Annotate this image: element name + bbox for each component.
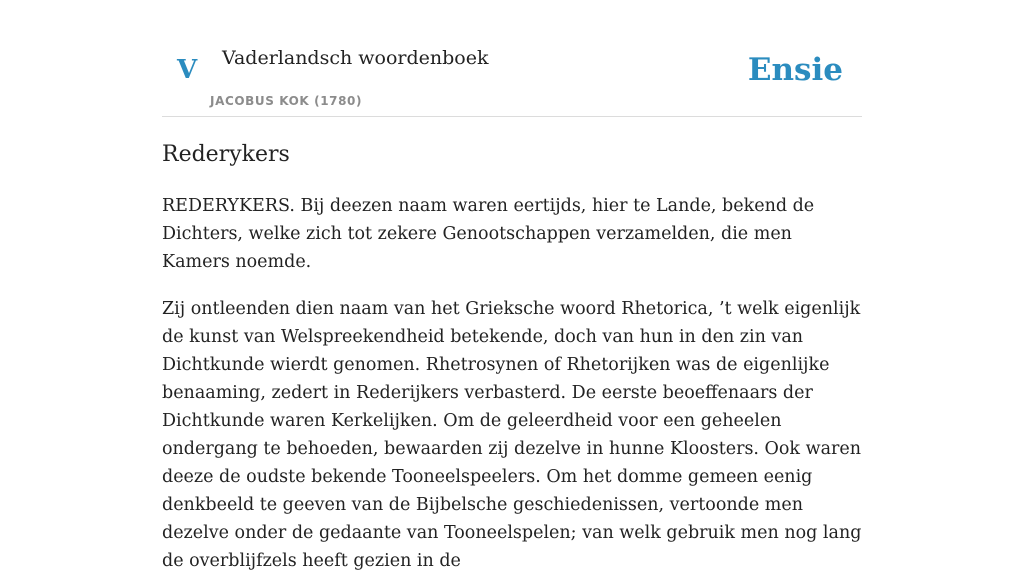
entry-title: Rederykers — [162, 142, 290, 167]
article-paragraph: Zij ontleenden dien naam van het Grieksche woord Rhetorica, ’t welk eigenlijk de kunst van Welspreekendheid betekende, doch van hun in den zin van Dichtkunde wierdt genomen. Rhetrosynen of Rhetorijken was de eigenlijke benaaming, zedert in Rederijkers verbasterd. De eerste beoeffenaars der Dichtkunde waren Kerkelijken. Om de geleerdheid voor een geheelen ondergang te behoeden, bewaarden zij dezelve in hunne Kloosters. Ook waren deeze de oudste bekende Tooneelspeelers. Om het domme gemeen eenig denkbeeld te geeven van de Bijbelsche geschiedenissen, vertoonde men dezelve onder de gedaante van Tooneelspelen; van welk gebruik men nog lang de overblijfzels heeft gezien in de — [162, 299, 862, 571]
ensie-logo[interactable]: Ensie — [747, 52, 843, 88]
book-title-link[interactable]: Vaderlandsch woordenboek — [222, 47, 489, 69]
article — [162, 138, 862, 575]
site-header — [162, 0, 862, 117]
book-initial-badge[interactable]: V — [177, 55, 198, 85]
article-paragraph: REDERYKERS. Bij deezen naam waren eertijds, hier te Lande, bekend de Dichters, welke zich tot zekere Genootschappen verzamelden, die men Kamers noemde. — [162, 196, 815, 272]
book-author: JACOBUS KOK (1780) — [210, 94, 363, 108]
